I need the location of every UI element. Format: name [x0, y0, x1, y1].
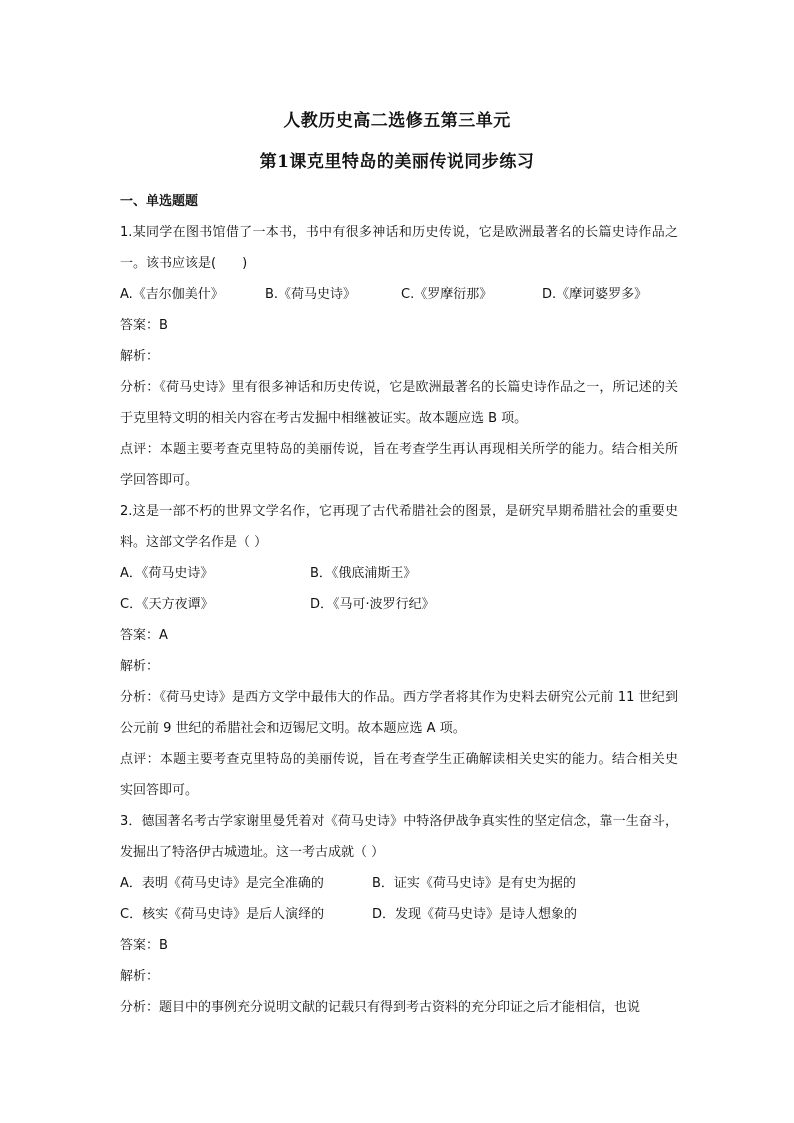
question-2-stem: 2.这是一部不朽的世界文学名作，它再现了古代希腊社会的图景，是研究早期希腊社会的重要史料。这部文学名作是（ ）	[120, 504, 678, 550]
question-1-analysis-label: 解析：	[120, 349, 160, 364]
document-body	[120, 186, 678, 1023]
question-1-answer: 答案：B	[120, 318, 168, 333]
option-c: C．《天方夜谭》	[120, 597, 214, 612]
option-b: B．证实《荷马史诗》是有史为据的	[372, 876, 576, 891]
question-1-analysis: 分析：《荷马史诗》里有很多神话和历史传说，它是欧洲最著名的长篇史诗作品之一，所记述的关于克里特文明的相关内容在考古发掘中相继被证实。故本题应选 B 项。	[120, 380, 678, 426]
option-a: A．《荷马史诗》	[120, 566, 214, 581]
option-a: A.《吉尔伽美什》	[120, 287, 224, 302]
question-3-analysis-label: 解析：	[120, 969, 160, 984]
question-2-analysis: 分析：《荷马史诗》是西方文学中最伟大的作品。西方学者将其作为史料去研究公元前 11 世纪到公元前 9 世纪的希腊社会和迈锡尼文明。故本题应选 A 项。	[120, 690, 678, 736]
question-2-options-row-2	[120, 589, 678, 620]
section-heading: 一、单选题题	[120, 194, 199, 209]
option-d: D．《马可·波罗行纪》	[310, 597, 435, 612]
option-b: B.《荷马史诗》	[265, 287, 357, 302]
option-d: D．发现《荷马史诗》是诗人想象的	[372, 907, 578, 922]
question-3-stem: 3．德国著名考古学家谢里曼凭着对《荷马史诗》中特洛伊战争真实性的坚定信念，靠一生奋斗，发掘出了特洛伊古城遗址。这一考古成就（ ）	[120, 814, 678, 860]
question-3-answer: 答案：B	[120, 938, 168, 953]
question-2-comment: 点评：本题主要考查克里特岛的美丽传说，旨在考查学生正确解读相关史实的能力。结合相关史实回答即可。	[120, 752, 678, 798]
question-3-options-row-2	[120, 899, 678, 930]
question-3-options-row-1	[120, 868, 678, 899]
option-a: A．表明《荷马史诗》是完全准确的	[120, 876, 324, 891]
option-b: B．《俄底浦斯王》	[310, 566, 417, 581]
question-1-options	[120, 279, 678, 310]
question-1-stem: 1.某同学在图书馆借了一本书，书中有很多神话和历史传说，它是欧洲最著名的长篇史诗作品之一。该书应该是( )	[120, 225, 678, 271]
question-2-options-row-1	[120, 558, 678, 589]
document-title: 人教历史高二选修五第三单元	[283, 111, 511, 131]
question-2-analysis-label: 解析：	[120, 659, 160, 674]
option-c: C．核实《荷马史诗》是后人演绎的	[120, 907, 325, 922]
document-subtitle: 第1课克里特岛的美丽传说同步练习	[259, 152, 535, 172]
option-c: C.《罗摩衍那》	[401, 287, 493, 302]
option-d: D.《摩诃婆罗多》	[542, 287, 648, 302]
question-2-answer: 答案：A	[120, 628, 168, 643]
question-3-analysis: 分析：题目中的事例充分说明文献的记载只有得到考古资料的充分印证之后才能相信，也说	[120, 1000, 641, 1015]
question-1-comment: 点评：本题主要考查克里特岛的美丽传说，旨在考查学生再认再现相关所学的能力。结合相关所学回答即可。	[120, 442, 678, 488]
